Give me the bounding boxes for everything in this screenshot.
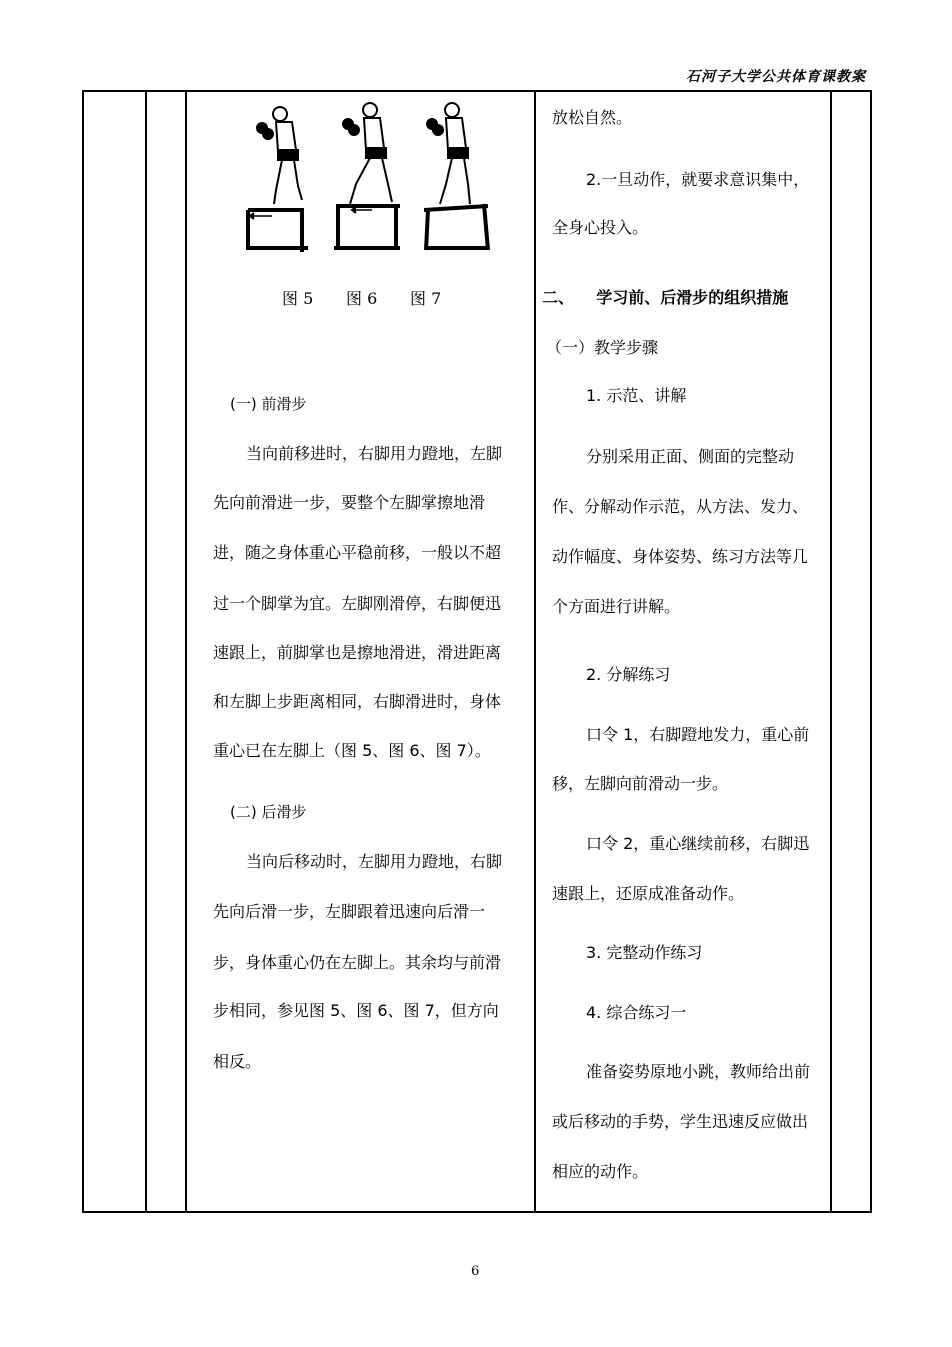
paragraph-line: 先向后滑一步，左脚跟着迅速向后滑一 [213, 902, 486, 921]
figure-6-caption: 图 6 [346, 289, 378, 308]
figure-7-illustration [424, 103, 488, 250]
paragraph-line: 当向前移进时，右脚用力蹬地，左脚 [246, 444, 503, 463]
paragraph-line: 口令 1，右脚蹬地发力，重心前 [586, 725, 810, 744]
paragraph-line: 或后移动的手势，学生迅速反应做出 [552, 1112, 809, 1131]
paragraph-line: 全身心投入。 [552, 218, 649, 237]
step-heading: 3. 完整动作练习 [586, 943, 703, 962]
document-header: 石河子大学公共体育课教案 [686, 69, 866, 85]
paragraph-line: 2.一旦动作，就要求意识集中， [586, 170, 810, 189]
paragraph-line: 口令 2，重心继续前移，右脚迅 [586, 834, 810, 853]
section-heading-forward-slide: (一) 前滑步 [230, 395, 307, 413]
paragraph-line: 步相同，参见图 5、图 6、图 7，但方向 [213, 1001, 499, 1020]
paragraph-line: 分别采用正面、侧面的完整动 [586, 447, 795, 466]
paragraph-line: 当向后移动时，左脚用力蹬地，右脚 [246, 852, 503, 871]
paragraph-line: 先向前滑进一步，要整个左脚掌擦地滑 [213, 493, 486, 512]
paragraph-line: 个方面进行讲解。 [552, 597, 681, 616]
paragraph-line: 步，身体重心仍在左脚上。其余均与前滑 [213, 953, 502, 972]
column-divider-1 [145, 91, 147, 1213]
paragraph-line: 准备姿势原地小跳，教师给出前 [586, 1062, 811, 1081]
figure-6-illustration [334, 103, 400, 250]
paragraph-line: 和左脚上步距离相同，右脚滑进时，身体 [213, 692, 502, 711]
step-heading: 2. 分解练习 [586, 665, 671, 684]
paragraph-line: 相应的动作。 [552, 1162, 649, 1181]
figure-5-caption: 图 5 [282, 289, 314, 308]
paragraph-line: 过一个脚掌为宜。左脚刚滑停，右脚便迅 [213, 594, 502, 613]
paragraph-line: 放松自然。 [552, 108, 633, 127]
figure-7-caption: 图 7 [410, 289, 442, 308]
paragraph-line: 进，随之身体重心平稳前移，一般以不超 [213, 543, 502, 562]
figure-5-illustration [246, 107, 308, 252]
subsection-heading-teaching-steps: （一）教学步骤 [546, 338, 659, 357]
column-divider-3 [534, 91, 536, 1213]
paragraph-line: 动作幅度、身体姿势、练习方法等几 [552, 547, 809, 566]
column-divider-2 [185, 91, 187, 1213]
paragraph-line: 相反。 [213, 1052, 262, 1071]
boxing-step-figures [232, 100, 512, 260]
section-heading-organization: 二、 学习前、后滑步的组织措施 [542, 288, 789, 307]
column-divider-4 [830, 91, 832, 1213]
paragraph-line: 重心已在左脚上（图 5、图 6、图 7）。 [213, 741, 491, 760]
section-heading-backward-slide: (二) 后滑步 [230, 803, 307, 821]
paragraph-line: 速跟上，还原成准备动作。 [552, 884, 745, 903]
paragraph-line: 移，左脚向前滑动一步。 [552, 774, 729, 793]
paragraph-line: 作、分解动作示范，从方法、发力、 [552, 497, 809, 516]
page-number: 6 [471, 1264, 480, 1279]
paragraph-line: 速跟上，前脚掌也是擦地滑进，滑进距离 [213, 643, 502, 662]
step-heading: 4. 综合练习一 [586, 1003, 687, 1022]
step-heading: 1. 示范、讲解 [586, 386, 687, 405]
